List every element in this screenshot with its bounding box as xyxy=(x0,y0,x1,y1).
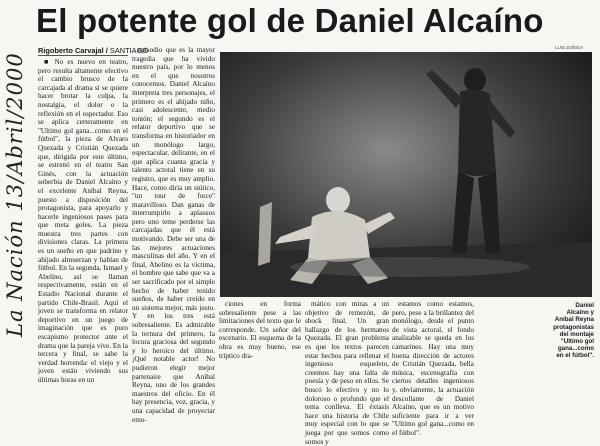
article-column-4 xyxy=(305,300,389,446)
stage-photo-image xyxy=(220,52,592,297)
article-column-3 xyxy=(219,300,301,412)
photo-credit: LUIS ZUÑIGA xyxy=(555,45,584,50)
article-column-5 xyxy=(392,300,474,437)
byline-author: Rigoberto Carvajal xyxy=(38,46,104,55)
column-1-text: No es nuevo en teatro, pero resulta altamente efectivo el cambio brusco de la carcajada al drama si se quiere hacer brotar la culpa, la nostalgia, el dolor o la reflexión en el espectador. Eso se aplica certeramente en "Ultimo gol gana...como en el fútbol", la pieza de Alvaro Quezada y Cristián Quezada que, dirigida por este último, se estrenó en el teatro San Ginés, con la actuación soberbia de Daniel Alcaíno y el excelente Aníbal Reyna, puesto a disposición del protagonista, para apoyarlo y hacerle ingeniosos pases para que meta goles. La pieza muestra tres partes con divisiones claras. La primera es un sueño en que padrino y ahijado almuerzan y hablan de fútbol. En la segunda, Ismael y Abelino, así se llaman respectivamente, están en el Estadio Nacional durante el partido Chile-Brasil. Aquí el joven se transforma en relator deportivo en un juego de imaginación que es puro escapismo protector ante el drama que la pareja vive. En la tercera y final, se sabe la verdad horrenda: el viejo y el joven están viviendo sus últimas horas en un xyxy=(38,58,129,384)
handwritten-date-note: La Nación 13/Abril/2000 xyxy=(3,52,27,337)
stage-photo xyxy=(220,52,592,297)
column-5-text: estamos como estamos, pero, pese a la brillantez del monólogo, desde el punto de vista actoral, el fondo analizable se queda en los camarines. Hay una muy buena dirección de actores de Cristián Quezada, bella música, escenografía con ciertos detalles ingeniosos y, obviamente, la actuación descollante de Daniel Alcaíno, que es un motivo suficiente para ir a ver "Ultimo gol gana...como en el fútbol". xyxy=(392,300,474,437)
byline-rule xyxy=(38,55,128,56)
byline: Rigoberto Carvajal / SANTIAGO xyxy=(38,46,149,55)
headline: El potente gol de Daniel Alcaíno xyxy=(36,2,544,39)
article-column-1: ■ No es nuevo en teatro, pero resulta altamente efectivo el cambio brusco de la carcajada al drama si se quiere hacer brotar la culpa, la nostalgia, el dolor o la reflexión en el espectador. Eso se aplica certeramente en "Ultimo gol gana...como en el fútbol", la pieza de Alvaro Quezada y Cristián Quezada que, dirigida por este último, se estrenó en el teatro San Ginés, con la actuación soberbia de Daniel Alcaíno y el excelente Aníbal Reyna, puesto a disposición del protagonista, para apoyarlo y hacerle ingeniosos pases para que meta goles. La pieza muestra tres partes con divisiones claras. La primera es un sueño en que padrino y ahijado almuerzan y hablan de fútbol. En la segunda, Ismael y Abelino, así se llaman respectivamente, están en el Estadio Nacional durante el partido Chile-Brasil. Aquí el joven se transforma en relator deportivo en un juego de imaginación que es puro escapismo protector ante el drama que la pareja vive. En la tercera y final, se sabe la verdad horrenda: el viejo y el joven están viviendo sus últimas horas en un xyxy=(38,58,129,384)
byline-city: SANTIAGO xyxy=(109,46,149,55)
photo-caption: Daniel Alcaíno y Aníbal Reyna protagonistas del montaje "Ultimo gol gana...como en el fútbol". xyxy=(553,302,594,360)
column-2-text: episodio que es la mayor tragedia que ha vivido nuestro país, por lo menos en el que nosotros conocemos. Daniel Alcaíno interpreta tres personajes, el primero es el ahijado niño, casi adolescente, medio tontón; el segundo es el relator deportivo que se transforma en historiador en un monólogo largo, espectacular, delirante, en el que aplica cuanta gracia y talento actoral tiene en su registro, que es muy amplio. Hace, como diría un siútico, "un tour de force" maravilloso. Dan ganas de interrumpirlo a aplausos pero uno teme perderse las carcajadas que él está motivando. Debe ser una de las mejores actuaciones masculinas del año. Y en el final, Abelino es la víctima, el hombre que sabe que va a ser sacrificado por el simple hecho de haber tenido sueños, de haber creído en un sistema mejor, más justo. Y en los tres está sobresaliente. Es admirable la ternura del primero, la locura graciosa del segundo y lo heroico del último. ¡Qué notable actor! No pudieron elegir mejor partenaire que Aníbal Reyna, uno de los grandes maestros del oficio. En él hay presencia, voz, gracia, y una capacidad de proyectar emo- xyxy=(132,46,215,424)
article-column-2 xyxy=(132,46,215,424)
column-3-text: ciones en forma sobresaliente pese a las limitaciones del texto que le corresponde. Un señor del escenario. El esquema de la obra es muy bueno, ese tríptico dra- xyxy=(219,300,301,360)
column-4-text: mático con miras a un objetivo de remezón, de shock final. Un gran hallazgo de los hermanos Quezada. El gran problema es que los textos parecen estar hechos para rellenar el ingenioso esqueleto, creemos hay una falta de poesía y de peso en ellos. Se buscó lo efectivo y no lo doloroso o profundo que el tema conlleva. El éxtasis hace una historia de Chile muy especial con lo que se juega por que somos como somos y xyxy=(305,300,389,446)
